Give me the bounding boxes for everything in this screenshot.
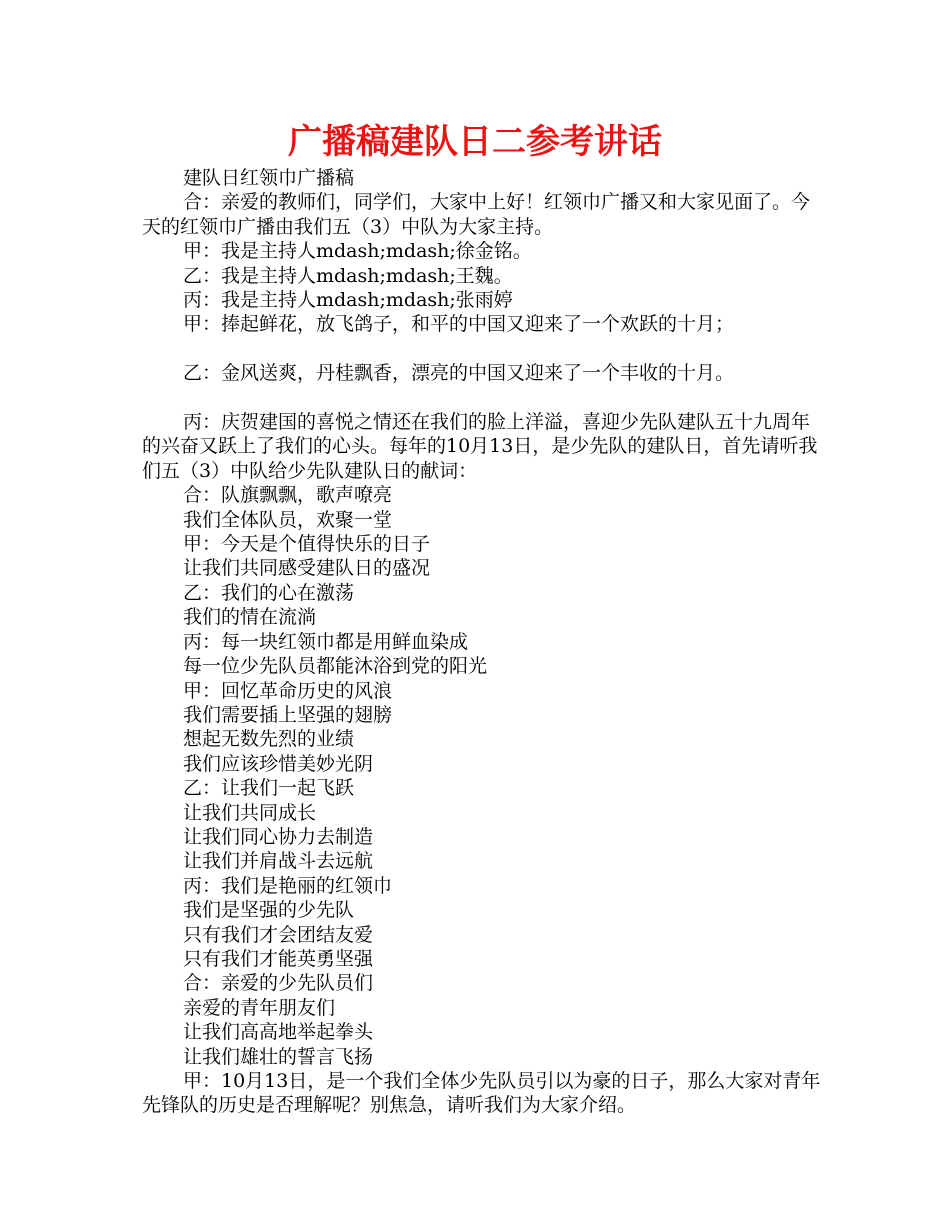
paragraph: 合：亲爱的教师们，同学们，大家中上好！红领巾广播又和大家见面了。今天的红领巾广播由我们五（3）中队为大家主持。 <box>142 191 811 238</box>
paragraph: 建队日红领巾广播稿 <box>183 167 355 189</box>
document-title: 广播稿建队日二参考讲话 <box>288 122 662 162</box>
verse-line: 每一位少先队员都能沐浴到党的阳光 <box>183 655 488 678</box>
verse-line: 只有我们才会团结友爱 <box>183 923 374 946</box>
paragraph: 丙：我是主持人mdash;mdash;张雨婷 <box>183 289 513 312</box>
paragraph: 乙：我是主持人mdash;mdash;王魏。 <box>183 264 513 287</box>
verse-line: 让我们共同感受建队日的盛况 <box>183 557 431 580</box>
verse-line: 让我们高高地举起拳头 <box>183 1021 374 1044</box>
verse-line: 丙：每一块红领巾都是用鲜血染成 <box>183 630 469 653</box>
verse-line: 让我们共同成长 <box>183 801 317 824</box>
verse-line: 我们全体队员，欢聚一堂 <box>183 508 393 531</box>
verse-line: 合：队旗飘飘，歌声嘹亮 <box>183 484 393 507</box>
verse-line: 合：亲爱的少先队员们 <box>183 972 374 995</box>
verse-line: 我们的情在流淌 <box>183 606 317 629</box>
paragraph: 甲：捧起鲜花，放飞鸽子，和平的中国又迎来了一个欢跃的十月； <box>183 313 735 336</box>
verse-line: 让我们雄壮的誓言飞扬 <box>183 1045 374 1068</box>
paragraph: 甲：10月13日，是一个我们全体少先队员引以为豪的日子，那么大家对青年先锋队的历史是否理解呢？别焦急，请听我们为大家介绍。 <box>142 1070 821 1117</box>
verse-line: 让我们并肩战斗去远航 <box>183 850 374 873</box>
verse-line: 丙：我们是艳丽的红领巾 <box>183 874 393 897</box>
paragraph: 丙：庆贺建国的喜悦之情还在我们的脸上洋溢，喜迎少先队建队五十九周年的兴奋又跃上了我们的心头。每年的10月13日，是少先队的建队日，首先请听我们五（3）中队给少先队建队日的献词： <box>142 411 818 482</box>
verse-line: 我们是坚强的少先队 <box>183 899 355 922</box>
document-body <box>142 166 822 1118</box>
verse-line: 乙：我们的心在激荡 <box>183 581 355 604</box>
verse-line: 甲：回忆革命历史的风浪 <box>183 679 393 702</box>
verse-line: 亲爱的青年朋友们 <box>183 996 336 1019</box>
verse-line: 甲：今天是个值得快乐的日子 <box>183 533 431 556</box>
verse-line: 只有我们才能英勇坚强 <box>183 947 374 970</box>
verse-line: 我们应该珍惜美妙光阴 <box>183 752 374 775</box>
paragraph: 乙：金风送爽，丹桂飘香，漂亮的中国又迎来了一个丰收的十月。 <box>183 362 735 385</box>
verse-line: 乙：让我们一起飞跃 <box>183 777 355 800</box>
verse-line: 让我们同心协力去制造 <box>183 825 374 848</box>
paragraph: 甲：我是主持人mdash;mdash;徐金铭。 <box>183 240 532 263</box>
verse-line: 我们需要插上坚强的翅膀 <box>183 703 393 726</box>
verse-line: 想起无数先烈的业绩 <box>183 728 355 751</box>
